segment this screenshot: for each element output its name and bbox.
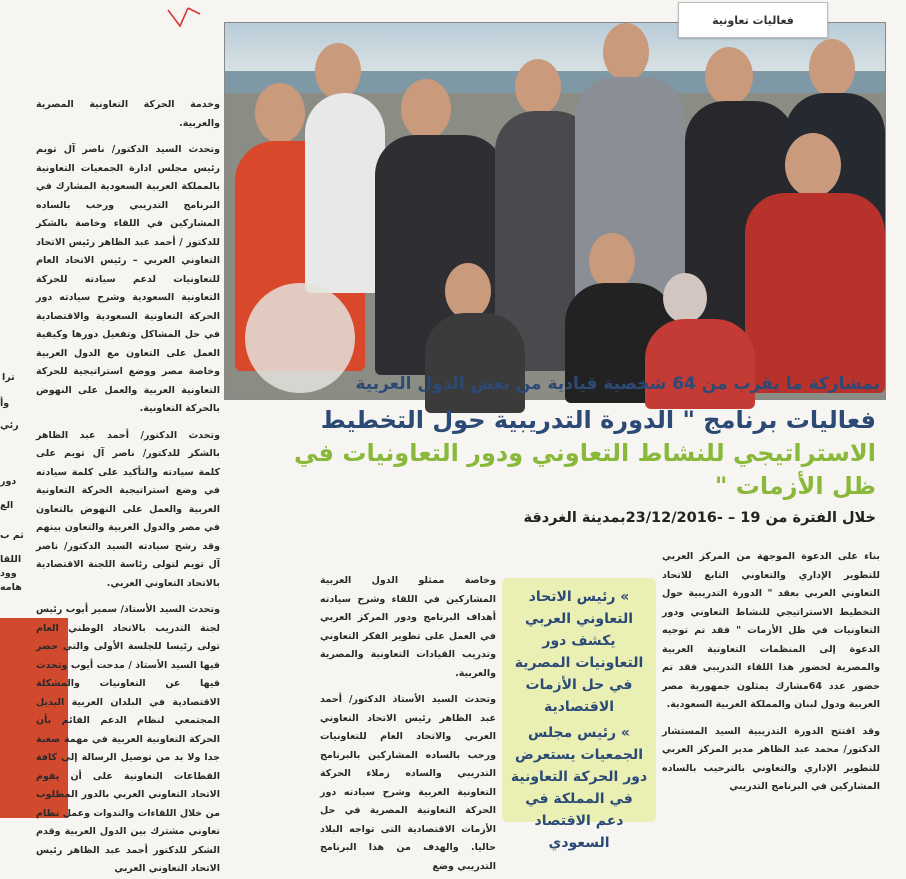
highlight-quote-1: » رئيس الاتحاد التعاوني العربي يكشف دور التعاونيات المصرية في حل الأزمات الاقتصادية	[514, 589, 644, 715]
article-column-left	[36, 96, 220, 874]
article-subtitle: بمشاركة ما يقرب من 64 شخصية قيادية من بعض الدول العربية	[355, 374, 880, 394]
edge-fragment: ثم ب	[0, 530, 24, 541]
pen-mark-icon	[166, 4, 202, 30]
paragraph: وتحدث الدكتور/ أحمد عبد الظاهر بالشكر للدكتور/ ناصر آل تويم على كلمة سيادته والتأكيد على كلمة سيادته في وضع استراتيجية الحركة التعاونية العربية والعمل على النهوض بالتعاون في مصر والدول العربية والتعاون بينهم وقد رشح سيادته السيد الدكتور/ ناصر آل تويم لتولى رئاسة اللجنة الاقتصادية بالاتحاد التعاوني العربي.	[36, 429, 220, 589]
edge-fragment: وود	[0, 568, 17, 579]
paragraph: وخدمة الحركة التعاونية المصرية والعربية.	[36, 99, 220, 129]
paragraph: وخاصة ممثلو الدول العربية المشاركين في اللقاء وشرح سيادته أهداف البرنامج ودور المركز العربي في العمل على تطوير الفكر التعاوني وتدريب القيادات التعاونية والمصرية والعربية.	[320, 575, 496, 679]
edge-fragment: الع	[0, 500, 14, 511]
headline-line-2: الاستراتيجي للنشاط التعاوني ودور التعاونيات في	[294, 439, 876, 467]
edge-fragment: وأ	[0, 398, 10, 409]
edge-fragment: هامه	[0, 582, 22, 593]
paragraph: بناء على الدعوة الموجهة من المركز العربي للتطوير الإداري والتعاوني التابع للاتحاد التعاوني العربي بعقد " الدورة التدريبية حول التخطيط الاستراتيجي للنشاط التعاوني ودور التعاونيات في ظل الأزمات " فقد تم توجيه الدعوة إلى المنظمات التعاونية العربية والمصرية لحضور هذا اللقاء التدريبي فقد تم حضور عدد 64مشارك يمثلون جمهورية مصر العربية ودول لبنان والمملكة العربية السعودية.	[662, 551, 880, 710]
edge-fragment: رئي	[0, 420, 19, 431]
event-period: خلال الفترة من 19 – -23/12/2016بمدينة الغردقة	[523, 510, 876, 526]
article-column-middle	[320, 572, 496, 872]
group-photo	[224, 22, 886, 400]
paragraph: وتحدث السيد الأستاذ الدكتور/ أحمد عبد الظاهر رئيس الاتحاد التعاوني العربي والاتحاد العام للتعاونيات ورحب بالساده المشاركين بالبرنامج التدريبي والساده زملاء الحركة التعاونية العربية وشرح سيادته دور الحركة التعاونية المصرية في حل الأزمات الاقتصادية التى تواجه البلاد حاليا. والهدف من هذا البرنامج التدريبي وضع	[320, 694, 496, 872]
article-headline	[250, 404, 876, 503]
section-tag: فعاليات تعاونية	[678, 2, 828, 38]
paragraph: وقد افتتح الدورة التدريبية السيد المستشار الدكتور/ محمد عبد الظاهر مدير المركز العربي للتطوير الإداري والتعاوني بالترحيب بالساده المشاركين في البرنامج التدريبي	[662, 725, 880, 792]
paragraph: وتحدث السيد الأستاذ/ سمير أيوب رئيس لجنة التدريب بالاتحاد الوطني العام تولى رئيسا للجلسة الأولى والتي حضر فيها السيد الأستاذ / مدحت أيوب وتحدث فيها عن التعاونيات والمشكلة الاقتصادية في البلدان العربية البديل المجتمعي لنظام الدعم القائم بأن الحركة التعاونية العربية في مهمة صعبة جدا ولا بد من توصيل الرسالة إلى كافة القطاعات التعاونية على أن يقوم الاتحاد التعاوني العربي بالدور المطلوب من خلال اللقاءات والندوات وعمل نظام تعاوني مشترك بين الدول العربية وقدم الشكر للدكتور أحمد عبد الظاهر رئيس الاتحاد التعاوني العربي	[36, 604, 220, 874]
highlight-quote-2: » رئيس مجلس الجمعيات يستعرض دور الحركة التعاونية في المملكة في دعم الاقتصاد السعودي	[510, 725, 648, 851]
edge-fragment: دور	[0, 476, 17, 487]
headline-line-3: ظل الأزمات "	[714, 472, 876, 500]
headline-line-1	[250, 404, 876, 437]
headline-line-1-text: فعاليات برنامج " الدورة التدريبية حول التخطيط	[320, 406, 876, 434]
paragraph: وتحدث السيد الدكتور/ ناصر آل تويم رئيس مجلس ادارة الجمعيات التعاونية بالمملكة العربية السعودية المشارك في البرنامج التدريبي ورحب بالساده المشاركين في اللقاء وخاصة بالشكر للدكتور / أحمد عبد الظاهر رئيس الاتحاد التعاوني العربي – رئيس الاتحاد العام للتعاونيات لدعم سيادته للحركة التعاونية السعودية وشرح سيادته دور الحركة التعاونية السعودية والاقتصادية في حل المشاكل وتفعيل دورها وكيفية العمل على التعاون مع الدول العربية وخاصة مصر ووضع استراتيجية للحركة التعاونية العربية والعمل على النهوض بالحركة التعاونية.	[36, 144, 220, 414]
edge-fragment: ترا	[2, 372, 15, 383]
edge-fragment: اللقا	[0, 554, 22, 565]
highlight-box	[502, 578, 656, 851]
article-column-right	[662, 548, 880, 824]
